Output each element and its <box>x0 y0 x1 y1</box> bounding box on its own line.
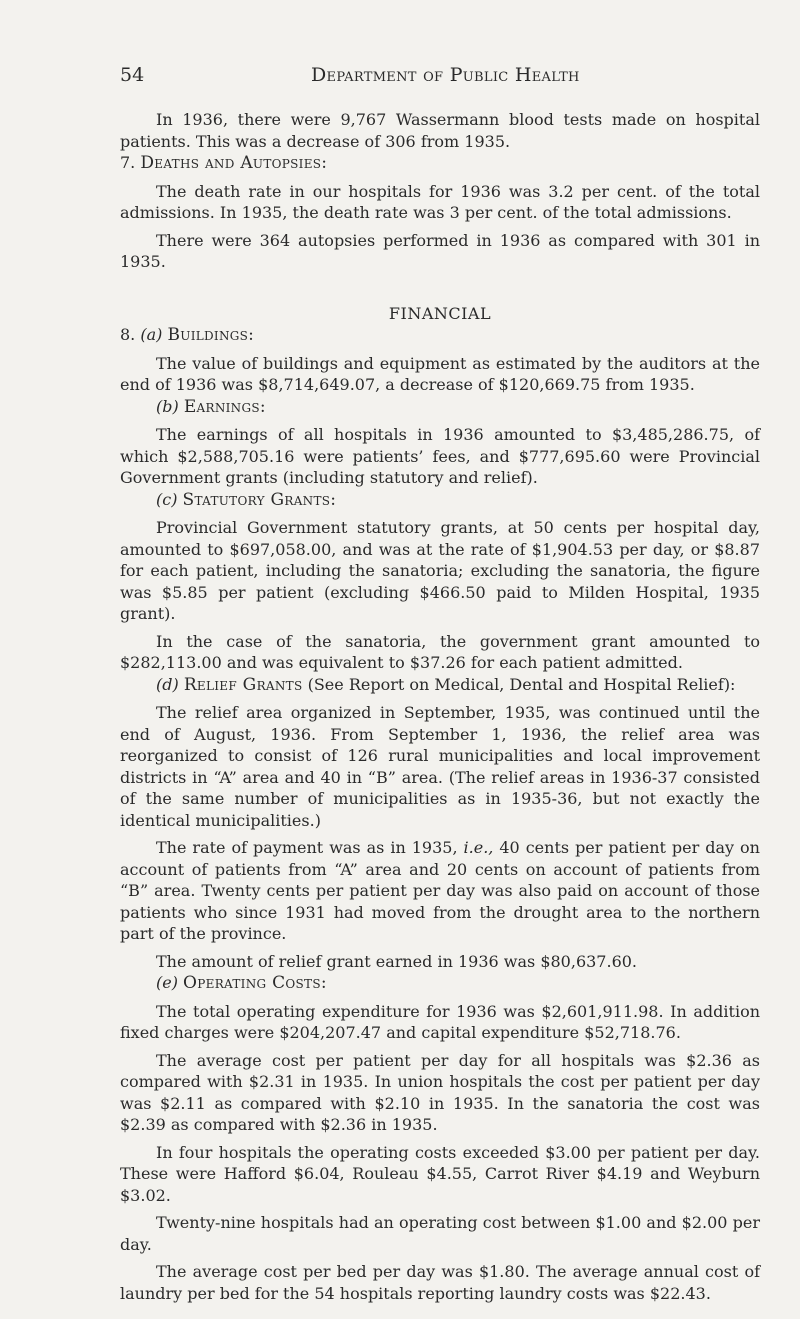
paragraph-earnings: The earnings of all hospitals in 1936 amounted to $3,485,286.75, of which $2,588,705.16 were patients’ fees, and $777,695.60 were Provincial Government grants (including statutory and relief). <box>120 425 760 487</box>
paragraph-death-rate: The death rate in our hospitals for 1936 was 3.2 per cent. of the total admissions. In 1935, the death rate was 3 per cent. of the total admissions. <box>120 181 760 222</box>
paragraph-operating-3: In four hospitals the operating costs exceeded $3.00 per patient per day. These were Hafford $6.04, Rouleau $4.55, Carrot River $4.19 and Weyburn $3.02. <box>120 1142 760 1205</box>
section-8d-letter: (d) <box>156 674 179 694</box>
paragraph-operating-1: The total operating expenditure for 1936 was $2,601,911.98. In addition fixed charges were $204,207.47 and capital expenditure $52,718.76. <box>120 1001 760 1042</box>
paragraph-operating-2: The average cost per patient per day for all hospitals was $2.36 as compared with $2.31 in 1935. In union hospitals the cost per patient per day was $2.11 as compared with $2.10 in 1935. In the sanatoria the cost was $2.39 as compared with $2.36 in 1935. <box>120 1050 760 1134</box>
section-8e-title: Operating Costs: <box>183 973 327 993</box>
page-header <box>0 64 800 90</box>
paragraph-operating-4: Twenty-nine hospitals had an operating cost between $1.00 and $2.00 per day. <box>120 1213 760 1254</box>
section-8a-title: Buildings: <box>167 325 255 345</box>
section-8d-suffix: (See Report on Medical, Dental and Hospital Relief): <box>307 674 736 694</box>
section-8-number: 8. <box>120 325 136 344</box>
section-7-number: 7. <box>120 153 136 172</box>
paragraph-relief-1: The relief area organized in September, 1935, was continued until the end of August, 1936. From September 1, 1936, the relief area was reorganized to consist of 126 rural municipalities and local improvement districts in “A” area and 40 in “B” area. (The relief areas in 1936-37 consisted of the same number of municipalities as in 1935-36, but not exactly the identical municipalities.) <box>120 703 760 830</box>
section-8a-heading <box>120 324 760 347</box>
paragraph-relief-3: The amount of relief grant earned in 1936 was $80,637.60. <box>156 951 638 971</box>
paragraph-wassermann: In 1936, there were 9,767 Wassermann blood tests made on hospital patients. This was a decrease of 306 from 1935. <box>120 110 760 151</box>
section-8a-letter: (a) <box>140 325 163 344</box>
relief-2-ie: i.e., <box>463 838 494 857</box>
running-head: Department of Public Health <box>311 64 580 86</box>
paragraph-operating-5: The average cost per bed per day was $1.80. The average annual cost of laundry per bed for the 54 hospitals reporting laundry costs was $22.43. <box>120 1262 760 1303</box>
section-8b-title: Earnings: <box>183 396 266 417</box>
paragraph-relief-2 <box>120 837 760 945</box>
section-8c-heading <box>156 489 760 512</box>
paragraph-statutory-2: In the case of the sanatoria, the government grant amounted to $282,113.00 and was equivalent to $37.26 for each patient admitted. <box>120 631 760 672</box>
financial-heading: FINANCIAL <box>388 303 492 323</box>
section-8e-letter: (e) <box>156 973 178 992</box>
section-8c-title: Statutory Grants: <box>182 489 337 510</box>
section-8c-letter: (c) <box>156 489 178 509</box>
section-8d-heading <box>156 674 760 697</box>
section-7-heading <box>120 152 760 175</box>
relief-2-part-a: The rate of payment was as in 1935, <box>156 838 458 857</box>
section-8b-letter: (b) <box>156 396 179 416</box>
paragraph-statutory-1: Provincial Government statutory grants, at 50 cents per hospital day, amounted to $697,058.00, and was at the rate of $1,904.53 per day, or $8.87 for each patient, including the sanatoria; excluding the sanatoria, the figure was $5.85 per patient (excluding $466.50 paid to Milden Hospital, 1935 grant). <box>120 518 760 623</box>
body-text <box>120 109 760 1304</box>
page-number: 54 <box>120 64 145 86</box>
section-8e-heading <box>156 972 760 995</box>
relief-2-part-b: 40 cents per patient per day on account of patients from “A” area and 20 cents on account of patients from “B” area. Twenty cents per patient per day was also paid on account of those patients who since 1931 had moved from the drought area to the northern part of the province. <box>120 838 760 943</box>
paragraph-autopsies: There were 364 autopsies performed in 1936 as compared with 301 in 1935. <box>120 230 760 271</box>
section-8d-title: Relief Grants <box>183 674 303 695</box>
paragraph-buildings: The value of buildings and equipment as estimated by the auditors at the end of 1936 was $8,714,649.07, a decrease of $120,669.75 from 1935. <box>120 353 760 394</box>
section-7-title: Deaths and Autopsies: <box>140 153 328 173</box>
section-8b-heading <box>156 396 760 419</box>
